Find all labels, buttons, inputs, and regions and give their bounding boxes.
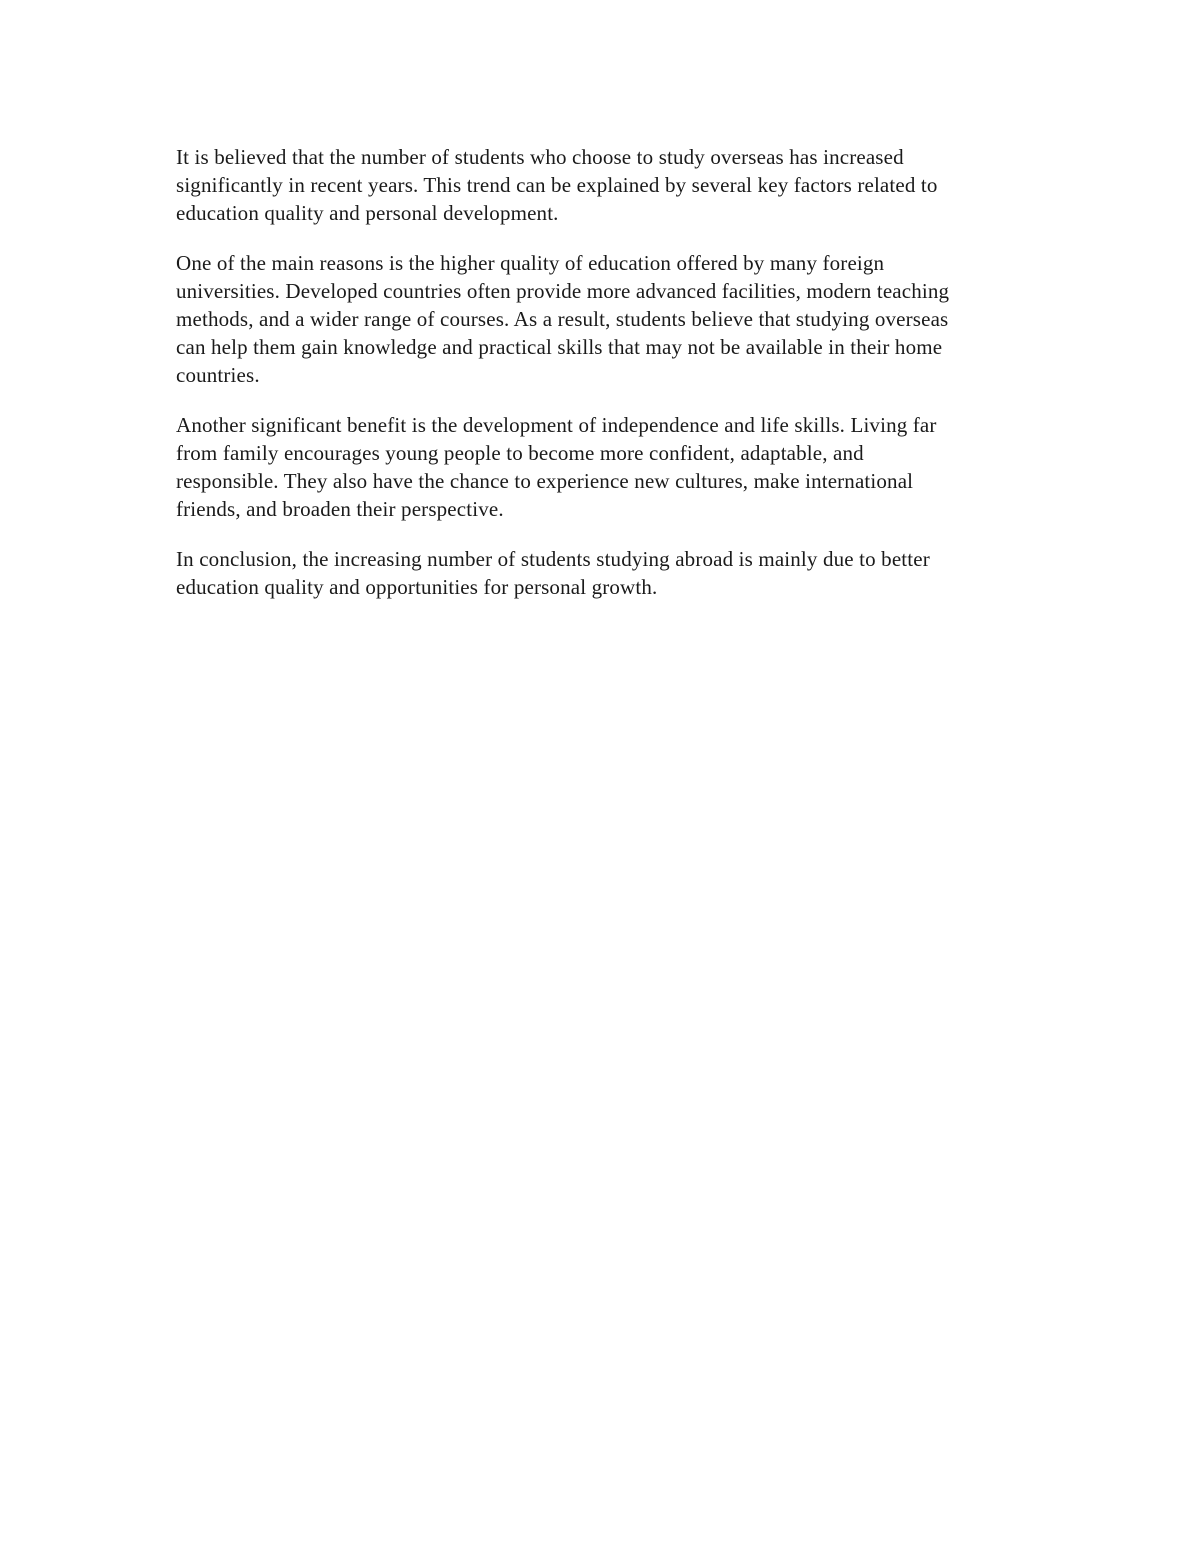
text-line: from family encourages young people to become more confident, adaptable, and	[176, 441, 864, 465]
document-body	[176, 143, 1036, 623]
paragraph-introduction	[176, 143, 1036, 227]
paragraph-education-quality	[176, 249, 1036, 389]
paragraph-conclusion	[176, 545, 1036, 601]
text-line: education quality and personal development.	[176, 201, 559, 225]
text-line: Another significant benefit is the development of independence and life skills. Living far	[176, 413, 937, 437]
paragraph-independence	[176, 411, 1036, 523]
text-line: In conclusion, the increasing number of students studying abroad is mainly due to better	[176, 547, 930, 571]
text-line: universities. Developed countries often provide more advanced facilities, modern teaching	[176, 279, 950, 303]
text-line: can help them gain knowledge and practical skills that may not be available in their home	[176, 335, 943, 359]
text-line: significantly in recent years. This trend can be explained by several key factors related to	[176, 173, 938, 197]
text-line: responsible. They also have the chance to experience new cultures, make international	[176, 469, 914, 493]
text-line: It is believed that the number of students who choose to study overseas has increased	[176, 145, 904, 169]
text-line: friends, and broaden their perspective.	[176, 497, 504, 521]
text-line: methods, and a wider range of courses. As a result, students believe that studying overseas	[176, 307, 949, 331]
text-line: One of the main reasons is the higher quality of education offered by many foreign	[176, 251, 885, 275]
text-line: countries.	[176, 363, 260, 387]
text-line: education quality and opportunities for personal growth.	[176, 575, 658, 599]
